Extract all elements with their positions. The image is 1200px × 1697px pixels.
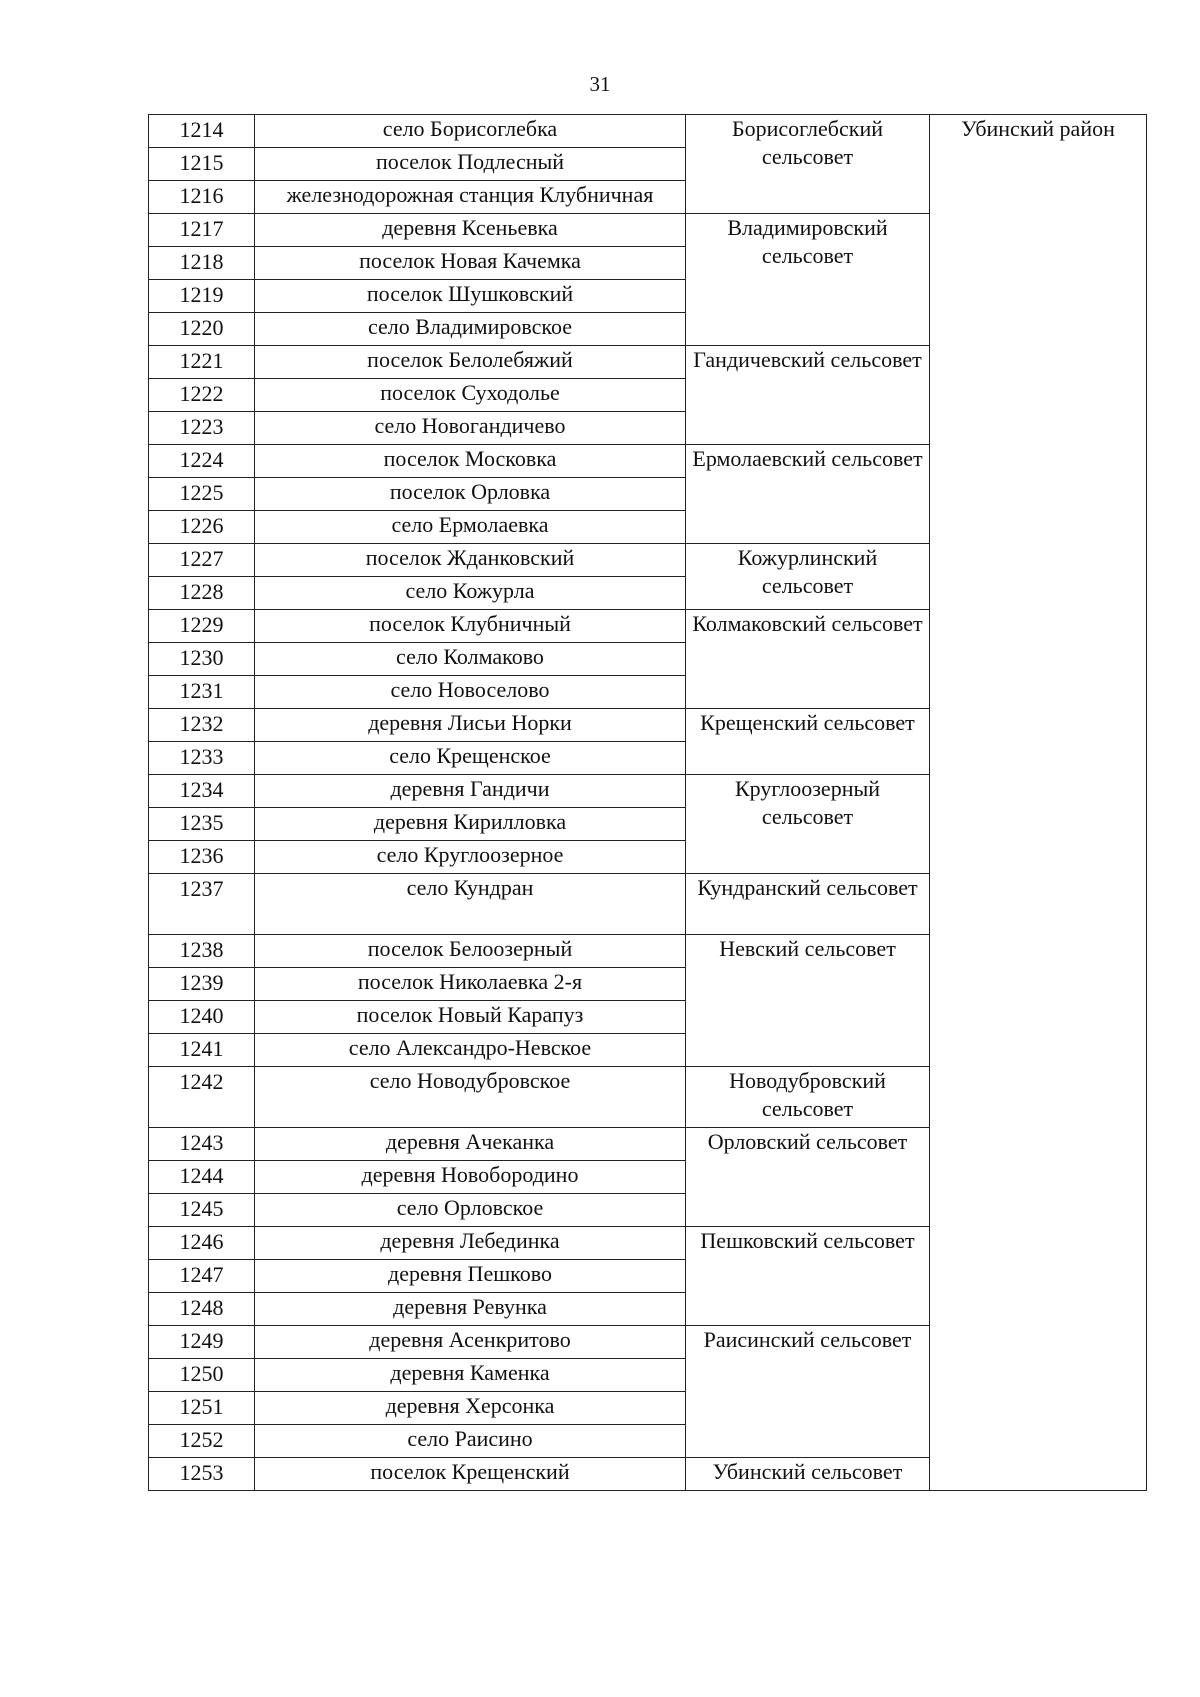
row-number: 1232 — [149, 709, 255, 742]
row-number: 1231 — [149, 676, 255, 709]
settlement-name: село Кундран — [255, 874, 686, 935]
settlement-name: деревня Пешково — [255, 1260, 686, 1293]
settlement-name: поселок Московка — [255, 445, 686, 478]
row-number: 1253 — [149, 1458, 255, 1491]
settlement-name: поселок Подлесный — [255, 148, 686, 181]
settlement-name: село Крещенское — [255, 742, 686, 775]
settlement-name: село Новодубровское — [255, 1067, 686, 1128]
row-number: 1217 — [149, 214, 255, 247]
settlement-name: поселок Жданковский — [255, 544, 686, 577]
rural-council: Невский сельсовет — [686, 935, 930, 1067]
rural-council: Кожурлинский сельсовет — [686, 544, 930, 610]
settlement-name: деревня Ксеньевка — [255, 214, 686, 247]
row-number: 1238 — [149, 935, 255, 968]
rural-council: Раисинский сельсовет — [686, 1326, 930, 1458]
settlement-name: село Новоселово — [255, 676, 686, 709]
settlement-name: деревня Лисьи Норки — [255, 709, 686, 742]
rural-council: Круглоозерный сельсовет — [686, 775, 930, 874]
row-number: 1215 — [149, 148, 255, 181]
settlement-name: село Круглоозерное — [255, 841, 686, 874]
settlement-name: село Борисоглебка — [255, 115, 686, 148]
rural-council: Убинский сельсовет — [686, 1458, 930, 1491]
row-number: 1249 — [149, 1326, 255, 1359]
district-name: Убинский район — [930, 115, 1147, 1491]
settlement-name: село Раисино — [255, 1425, 686, 1458]
row-number: 1222 — [149, 379, 255, 412]
settlement-name: поселок Клубничный — [255, 610, 686, 643]
table-row — [149, 115, 1147, 148]
row-number: 1243 — [149, 1128, 255, 1161]
settlement-name: поселок Белоозерный — [255, 935, 686, 968]
settlement-name: село Колмаково — [255, 643, 686, 676]
row-number: 1227 — [149, 544, 255, 577]
settlement-name: поселок Орловка — [255, 478, 686, 511]
page-number: 31 — [589, 72, 611, 96]
row-number: 1218 — [149, 247, 255, 280]
row-number: 1240 — [149, 1001, 255, 1034]
rural-council: Орловский сельсовет — [686, 1128, 930, 1227]
row-number: 1214 — [149, 115, 255, 148]
row-number: 1247 — [149, 1260, 255, 1293]
settlement-name: деревня Кирилловка — [255, 808, 686, 841]
row-number: 1233 — [149, 742, 255, 775]
settlement-name: поселок Николаевка 2-я — [255, 968, 686, 1001]
settlement-name: деревня Херсонка — [255, 1392, 686, 1425]
settlements-table — [148, 114, 1147, 1491]
row-number: 1223 — [149, 412, 255, 445]
settlement-name: поселок Крещенский — [255, 1458, 686, 1491]
row-number: 1250 — [149, 1359, 255, 1392]
settlement-name: поселок Белолебяжий — [255, 346, 686, 379]
row-number: 1230 — [149, 643, 255, 676]
settlement-name: поселок Суходолье — [255, 379, 686, 412]
row-number: 1221 — [149, 346, 255, 379]
row-number: 1219 — [149, 280, 255, 313]
rural-council: Пешковский сельсовет — [686, 1227, 930, 1326]
rural-council: Колмаковский сельсовет — [686, 610, 930, 709]
settlement-name: село Владимировское — [255, 313, 686, 346]
rural-council: Крещенский сельсовет — [686, 709, 930, 775]
row-number: 1245 — [149, 1194, 255, 1227]
row-number: 1244 — [149, 1161, 255, 1194]
rural-council: Владимировский сельсовет — [686, 214, 930, 346]
row-number: 1237 — [149, 874, 255, 935]
row-number: 1228 — [149, 577, 255, 610]
row-number: 1248 — [149, 1293, 255, 1326]
row-number: 1220 — [149, 313, 255, 346]
row-number: 1226 — [149, 511, 255, 544]
row-number: 1239 — [149, 968, 255, 1001]
settlement-name: деревня Новобородино — [255, 1161, 686, 1194]
rural-council: Кундранский сельсовет — [686, 874, 930, 935]
row-number: 1234 — [149, 775, 255, 808]
settlement-name: деревня Каменка — [255, 1359, 686, 1392]
settlement-name: железнодорожная станция Клубничная — [255, 181, 686, 214]
settlement-name: село Орловское — [255, 1194, 686, 1227]
rural-council: Ермолаевский сельсовет — [686, 445, 930, 544]
settlement-name: деревня Ачеканка — [255, 1128, 686, 1161]
row-number: 1235 — [149, 808, 255, 841]
settlement-name: деревня Лебединка — [255, 1227, 686, 1260]
settlement-name: село Ермолаевка — [255, 511, 686, 544]
row-number: 1224 — [149, 445, 255, 478]
row-number: 1229 — [149, 610, 255, 643]
row-number: 1252 — [149, 1425, 255, 1458]
rural-council: Новодубровский сельсовет — [686, 1067, 930, 1128]
rural-council: Борисоглебский сельсовет — [686, 115, 930, 214]
settlement-name: поселок Новый Карапуз — [255, 1001, 686, 1034]
settlement-name: деревня Асенкритово — [255, 1326, 686, 1359]
row-number: 1236 — [149, 841, 255, 874]
row-number: 1241 — [149, 1034, 255, 1067]
row-number: 1246 — [149, 1227, 255, 1260]
settlement-name: поселок Новая Качемка — [255, 247, 686, 280]
settlement-name: село Кожурла — [255, 577, 686, 610]
settlement-name: деревня Ревунка — [255, 1293, 686, 1326]
settlement-name: деревня Гандичи — [255, 775, 686, 808]
settlement-name: поселок Шушковский — [255, 280, 686, 313]
row-number: 1225 — [149, 478, 255, 511]
settlements-table-body — [149, 115, 1147, 1491]
row-number: 1216 — [149, 181, 255, 214]
row-number: 1242 — [149, 1067, 255, 1128]
settlement-name: село Александро-Невское — [255, 1034, 686, 1067]
row-number: 1251 — [149, 1392, 255, 1425]
settlement-name: село Новогандичево — [255, 412, 686, 445]
rural-council: Гандичевский сельсовет — [686, 346, 930, 445]
